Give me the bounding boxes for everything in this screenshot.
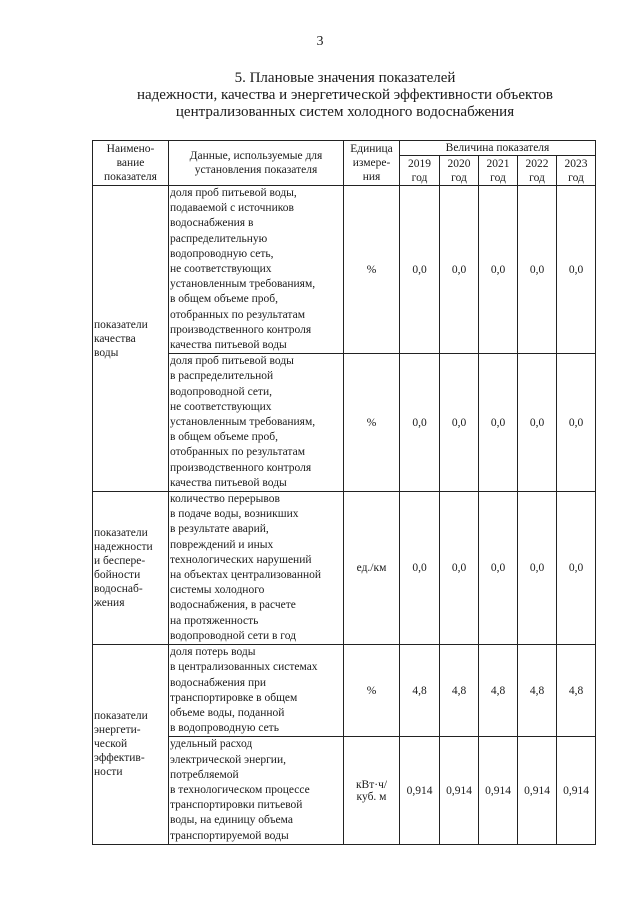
group-energy-efficiency: показатели энергети- ческой эффектив- ности (93, 645, 169, 845)
indicator-description: доля проб питьевой воды в распределительной водопроводной сети, не соответствующих установленным требованиям, в общем объеме проб, отобранных по результатам производственного контроля качества питьевой воды (169, 354, 344, 492)
title-line-2: надежности, качества и энергетической эффективности объектов (136, 87, 553, 103)
header-year: 2022 год (518, 156, 557, 186)
header-data: Данные, используемые для установления показателя (169, 141, 344, 186)
value-cell: 0,0 (440, 186, 479, 354)
value-cell: 0,0 (518, 492, 557, 645)
group-quality: показатели качества воды (93, 186, 169, 492)
group-reliability: показатели надежности и беспере- бойности водоснаб- жения (93, 492, 169, 645)
value-cell: 0,0 (479, 492, 518, 645)
document-title (60, 70, 630, 121)
value-cell: 4,8 (479, 645, 518, 737)
value-cell: 4,8 (518, 645, 557, 737)
value-cell: 0,0 (479, 186, 518, 354)
page-number: 3 (316, 34, 324, 49)
value-cell: 0,0 (479, 354, 518, 492)
indicator-unit: кВт·ч/ куб. м (344, 737, 400, 844)
table-row (93, 645, 596, 737)
header-year: 2020 год (440, 156, 479, 186)
value-cell: 0,0 (440, 354, 479, 492)
header-year: 2019 год (400, 156, 440, 186)
title-line-1: 5. Плановые значения показателей (234, 70, 456, 86)
indicator-description: доля проб питьевой воды, подаваемой с источников водоснабжения в распределительную водопроводную сеть, не соответствующих установленным требованиям, в общем объеме проб, отобранных по результатам производственного контроля качества питьевой воды (169, 186, 344, 354)
value-cell: 0,0 (518, 354, 557, 492)
title-line-3: централизованных систем холодного водоснабжения (175, 104, 515, 120)
indicator-unit: % (344, 645, 400, 737)
indicator-unit: % (344, 354, 400, 492)
value-cell: 0,0 (518, 186, 557, 354)
header-year: 2023 год (557, 156, 596, 186)
header-name: Наимено- вание показателя (93, 141, 169, 186)
value-cell: 0,914 (400, 737, 440, 844)
value-cell: 0,0 (557, 186, 596, 354)
value-cell: 4,8 (440, 645, 479, 737)
table-row (93, 354, 596, 492)
value-cell: 0,0 (557, 492, 596, 645)
value-cell: 0,0 (400, 186, 440, 354)
value-cell: 0,0 (400, 492, 440, 645)
value-cell: 0,0 (557, 354, 596, 492)
value-cell: 0,914 (479, 737, 518, 844)
value-cell: 0,0 (440, 492, 479, 645)
indicator-description: доля потерь воды в централизованных системах водоснабжения при транспортировке в общем объеме воды, поданной в водопроводную сеть (169, 645, 344, 737)
value-cell: 4,8 (557, 645, 596, 737)
value-cell: 0,914 (518, 737, 557, 844)
indicator-description: количество перерывов в подаче воды, возникших в результате аварий, повреждений и иных технологических нарушений на объектах централизованной системы холодного водоснабжения, в расчете на протяженность водопроводной сети в год (169, 492, 344, 645)
header-value: Величина показателя (400, 141, 596, 156)
header-year: 2021 год (479, 156, 518, 186)
value-cell: 0,914 (557, 737, 596, 844)
table-row (93, 737, 596, 844)
indicator-description: удельный расход электрической энергии, потребляемой в технологическом процессе транспортировки питьевой воды, на единицу объема транспортируемой воды (169, 737, 344, 844)
table-row (93, 186, 596, 354)
table-row (93, 492, 596, 645)
indicators-table (92, 140, 596, 845)
value-cell: 0,0 (400, 354, 440, 492)
value-cell: 4,8 (400, 645, 440, 737)
value-cell: 0,914 (440, 737, 479, 844)
indicator-unit: % (344, 186, 400, 354)
indicator-unit: ед./км (344, 492, 400, 645)
header-unit: Единица измере- ния (344, 141, 400, 186)
